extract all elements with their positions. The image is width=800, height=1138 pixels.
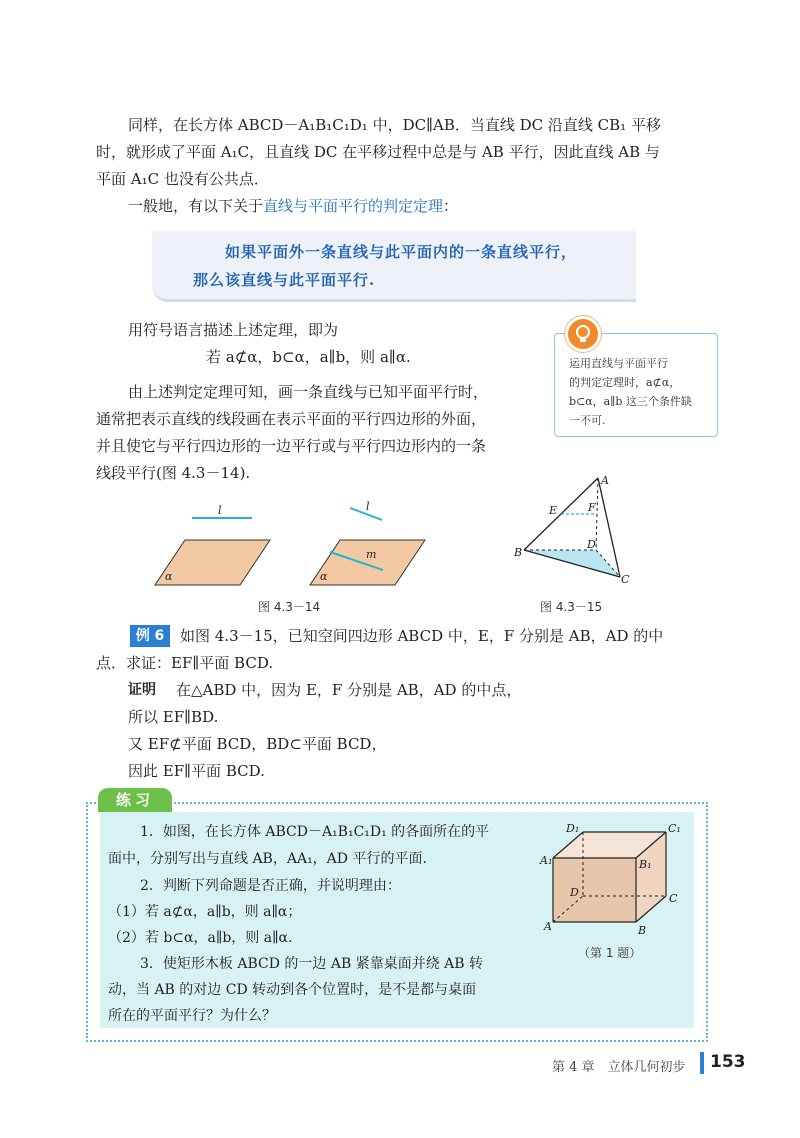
exercise-1-line-1: 1．如图，在长方体 ABCD－A₁B₁C₁D₁ 的各面所在的平 [140,824,490,840]
practice-frame-right [706,802,708,1038]
theorem-term: 直线与平面平行的判定定理 [263,197,444,215]
label-alpha-right: α [320,570,328,583]
label-D: D [587,538,596,551]
example-tag: 例 6 [130,625,170,647]
theorem-line-1: 如果平面外一条直线与此平面内的一条直线平行， [225,243,578,261]
label-C: C [621,573,630,586]
cuboid-label-A: A [544,920,552,933]
cuboid-front-face [553,858,636,922]
label-E: E [549,504,558,517]
exercise-3-line-3: 所在的平面平行？为什么？ [108,1008,276,1024]
exercise-1-line-2: 面中，分别写出与直线 AB，AA₁，AD 平行的平面. [108,851,427,867]
example-question-line-1: 如图 4.3－15，已知空间四边形 ABCD 中，E，F 分别是 AB，AD 的中 [180,627,664,645]
tip-line-4: 一不可. [569,414,606,427]
figure-4-3-15 [505,472,645,592]
practice-frame-left [86,802,88,1038]
paragraph-2-pre: 一般地，有以下关于 [128,197,264,215]
figure-14-caption: 图 4.3－14 [258,600,321,614]
proof-line-3: 又 EF⊄平面 BCD，BD⊂平面 BCD， [128,735,387,753]
proof-label: 证明 [128,682,156,698]
cuboid-label-C: C [669,892,678,905]
label-m: m [366,548,377,561]
cuboid-label-B: B [638,924,647,937]
tip-line-3: b⊂α，a∥b 这三个条件缺 [569,395,692,408]
paragraph-1-line-2: 时，就形成了平面 A₁C，且直线 DC 在平移过程中总是与 AB 平行，因此直线 AB 与 [96,143,660,161]
label-F: F [588,501,596,514]
footer-divider [700,1052,704,1074]
paragraph-1-line-1: 同样，在长方体 ABCD－A₁B₁C₁D₁ 中，DC∥AB．当直线 DC 沿直线 CB₁ 平移 [128,116,661,134]
paragraph-1-line-3: 平面 A₁C 也没有公共点． [96,170,269,188]
example-question-line-2: 点．求证：EF∥平面 BCD. [96,654,274,672]
cuboid-figure-caption: （第 1 题） [578,946,642,960]
paragraph-2 [128,194,458,219]
paragraph-4-line-4: 线段平行(图 4.3－14). [96,464,251,482]
paragraph-3: 用符号语言描述上述定理，即为 [128,321,339,339]
exercise-2-a: （1）若 a⊄α，a∥b，则 a∥α； [108,904,302,920]
chapter-footer: 第 4 章 立体几何初步 [552,1060,686,1075]
cuboid-figure [540,818,680,938]
exercise-2: 2．判断下列命题是否正确，并说明理由： [140,878,401,894]
paragraph-4-line-3: 并且使它与平行四边形的一边平行或与平行四边形内的一条 [96,437,487,455]
lightbulb-icon [565,316,601,352]
label-l-right: l [366,500,370,513]
practice-tag: 练习 [98,788,172,812]
cuboid-label-D1: D₁ [566,822,580,835]
paragraph-4-line-2: 通常把表示直线的线段画在表示平面的平行四边形的外面， [96,410,487,428]
paragraph-4-line-1: 由上述判定定理可知，画一条直线与已知平面平行时， [128,383,489,401]
tip-line-2: 的判定定理时，a⊄α， [569,376,681,389]
proof-line-1: 在△ABD 中，因为 E，F 分别是 AB，AD 的中点， [176,681,522,699]
exercise-3-line-1: 3．使矩形木板 ABCD 的一边 AB 紧靠桌面并绕 AB 转 [140,956,483,972]
cuboid-label-B1: B₁ [639,858,652,871]
lightbulb-glyph [568,319,598,349]
figure-4-3-14 [0,490,800,610]
exercise-3-line-2: 动，当 AB 的对边 CD 转动到各个位置时，是不是都与桌面 [108,982,477,998]
label-B: B [514,546,523,559]
label-alpha-left: α [165,570,173,583]
paragraph-2-post: ： [443,197,459,215]
page-number: 153 [710,1052,746,1072]
theorem-line-2: 那么该直线与此平面平行. [193,271,376,289]
cuboid-label-D: D [570,886,579,899]
proof-line-4: 因此 EF∥平面 BCD. [128,762,265,780]
tip-line-1: 运用直线与平面平行 [569,357,668,370]
symbolic-formula: 若 a⊄α，b⊂α，a∥b，则 a∥α. [206,348,411,366]
proof-line-2: 所以 EF∥BD. [128,708,219,726]
cuboid-label-C1: C₁ [668,822,681,835]
figure-15-caption: 图 4.3－15 [540,600,603,614]
label-A: A [601,474,609,487]
theorem-box [152,231,636,302]
label-l-left: l [218,504,222,517]
cuboid-label-A1: A₁ [540,854,553,867]
exercise-2-b: （2）若 b⊂α，a∥b，则 a∥α. [108,930,293,946]
